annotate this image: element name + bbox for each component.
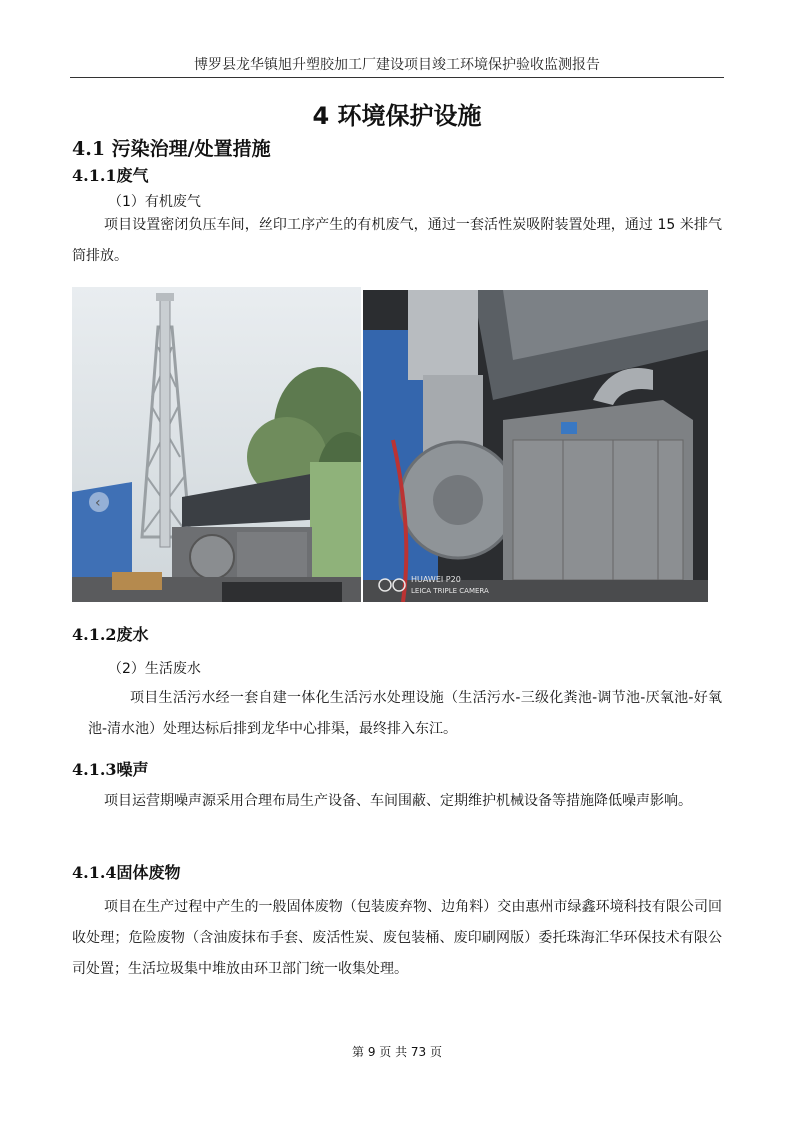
exhaust-stack-illustration (72, 287, 361, 602)
carbon-adsorber-illustration (363, 290, 708, 602)
svg-text:‹: ‹ (95, 495, 101, 511)
paragraph-waste-gas: 项目设置密闭负压车间，丝印工序产生的有机废气，通过一套活性炭吸附装置处理，通过 15 米排气筒排放。 (72, 217, 722, 264)
item-domestic-wastewater: （2）生活废水 (108, 661, 201, 677)
page-number: 第 9 页 共 73 页 (352, 1045, 442, 1059)
paragraph-solid-waste: 项目在生产过程中产生的一般固体废物（包装废弃物、边角料）交由惠州市绿鑫环境科技有限公司回收处理；危险废物（含油废抹布手套、废活性炭、废包装桶、废印刷网版）委托珠海汇华环保技术有限公司处置；生活垃圾集中堆放由环卫部门统一收集处理。 (72, 899, 722, 977)
paragraph-wastewater: 项目生活污水经一套自建一体化生活污水处理设施（生活污水-三级化粪池-调节池-厌氧池-好氧池-清水池）处理达标后排到龙华中心排渠，最终排入东江。 (88, 690, 722, 737)
item-organic-waste-gas: （1）有机废气 (108, 194, 201, 210)
watermark-line1: HUAWEI P20 (411, 575, 461, 584)
paragraph-noise: 项目运营期噪声源采用合理布局生产设备、车间围蔽、定期维护机械设备等措施降低噪声影响。 (104, 793, 692, 809)
header-divider (70, 77, 724, 78)
watermark-line2: LEICA TRIPLE CAMERA (411, 587, 489, 595)
chapter-title: 4 环境保护设施 (312, 102, 482, 130)
section-heading-4-1-2: 4.1.2废水 (72, 625, 149, 644)
section-heading-4-1-1: 4.1.1废气 (72, 166, 149, 185)
photo-exhaust-stack (72, 287, 361, 602)
page-header: 博罗县龙华镇旭升塑胶加工厂建设项目竣工环境保护验收监测报告 (194, 57, 600, 73)
section-heading-4-1-4: 4.1.4固体废物 (72, 863, 181, 882)
photo-carbon-adsorber (363, 290, 708, 602)
section-heading-4-1: 4.1 污染治理/处置措施 (72, 138, 271, 160)
section-heading-4-1-3: 4.1.3噪声 (72, 760, 149, 779)
